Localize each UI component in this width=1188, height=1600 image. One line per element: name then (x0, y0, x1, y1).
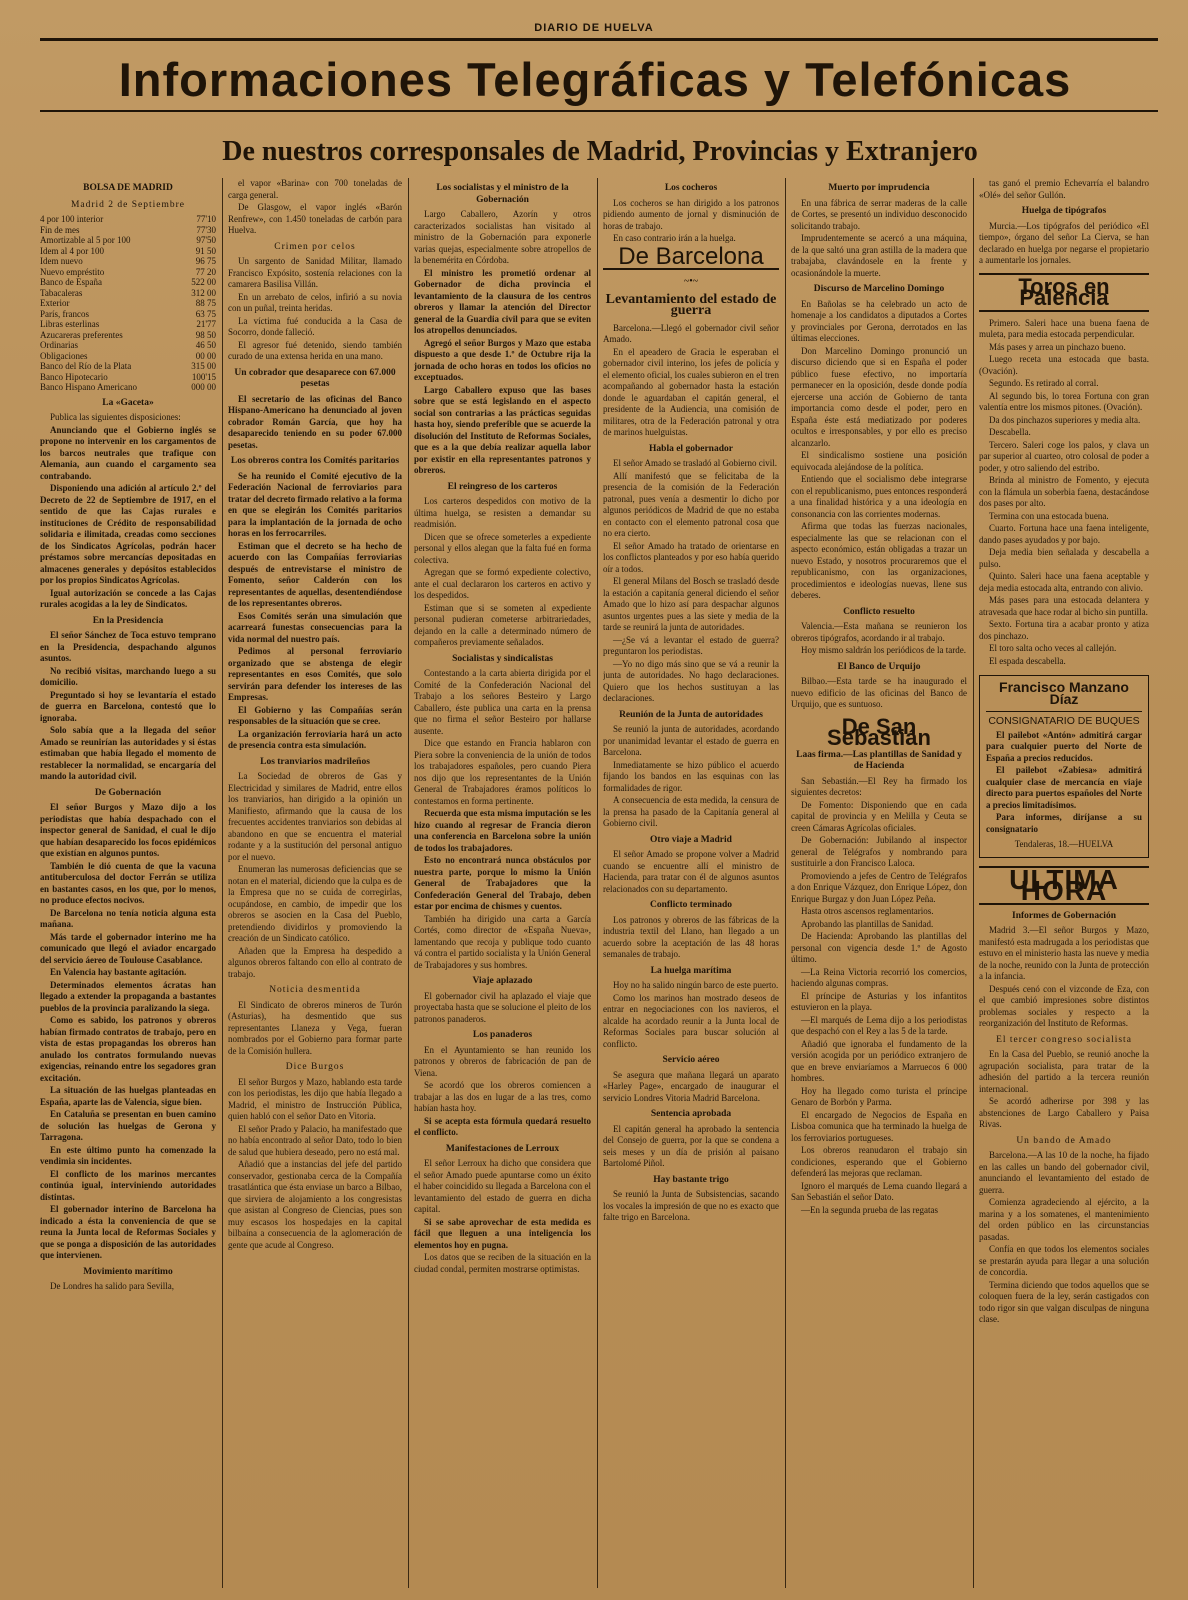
conflicto-text: Los patronos y obreros de las fábricas de la industria textil del Llano, han llegado a un acuerdo sobre la aceptación de las 48 horas semanales de trabajo. (603, 914, 779, 959)
tranviarios-text: Añaden que la Empresa ha despedido a algunos obreros faltando con ello al contrato de trabajo. (228, 945, 402, 979)
bando-text: Barcelona.—A las 10 de la noche, ha fijado en las calles un bando del gobernador civil, anunciando el levantamiento del estado de guerra. (979, 1150, 1149, 1195)
hablagob-text: Allí manifestó que se felicitaba de la presencia de la comisión de la Federación patronal, pues venía a desmentir lo dicho por algunos periódicos de Madrid de que no estaba en contacto con el elemento patronal cosa que no era cierto. (603, 470, 779, 538)
celos-title: Crimen por celos (274, 241, 356, 252)
gobernacion-text: En Cataluña se presentan en buen camino de solución las huelgas de Gerona y Tarragona. (40, 1109, 216, 1142)
bolsa-value: 97'50 (196, 235, 216, 245)
gaceta-text: Igual autorización se concede a las Cajas rurales acogidas a la ley de Sindicatos. (40, 587, 216, 609)
comites-text: La organización ferroviaria hará un acto de presencia contra esta simulación. (228, 728, 402, 750)
lerroux-title: Manifestaciones de Lerroux (445, 1143, 560, 1154)
bolsa-row (40, 309, 216, 320)
sindicalistas-title: Socialistas y sindicalistas (452, 653, 553, 664)
bolsa-label: Obligaciones (40, 350, 88, 361)
carteros-text: Los carteros despedidos con motivo de la última huelga, se resisten a demandar su readmisión. (414, 496, 591, 529)
cocheros-text: En caso contrario irán a la huelga. (613, 233, 736, 243)
huelgamar-text: Como los marinos han mostrado deseos de entrar en negociaciones con los navieros, el alcalde ha acordado reunir a la Junta local de Reformas Sociales para buscar solución al conflicto. (603, 992, 779, 1049)
barcelona-ornament: ~•~ (683, 276, 699, 287)
congreso-text: En la Casa del Pueblo, se reunió anoche la agrupación socialista, para tratar de la adhesión del partido a la tercera reunión internacional. (979, 1049, 1149, 1094)
firma-text: Los obreros reanudaron el trabajo sin condiciones, esperando que el Gobierno defenderá las mejoras que reclaman. (791, 1145, 967, 1178)
carteros-text: Dicen que se ofrece someterles a expediente personal y ellos alegan que la falta fué en forma colectiva. (414, 531, 591, 565)
bolsa-label: Banco de España (40, 277, 102, 287)
bolsa-label: Amortizable al 5 por 100 (40, 235, 131, 245)
bolsa-label: Banco Hipotecario (40, 371, 108, 382)
informes-text: Después cenó con el vizconde de Eza, con el que cambió impresiones sobre distintos problemas sociales y respecto a la reorganización del Instituto de Reformas. (979, 983, 1149, 1028)
bolsa-value: 522 00 (191, 277, 216, 287)
column-6 (979, 178, 1149, 1588)
cocheros-title: Los cocheros (664, 183, 718, 193)
otroviaje-text: El señor Amado se propone volver a Madrid cuando se encuentre allí el ministro de Hacienda, para tratar con él de algunos asuntos relacionados con su departamento. (603, 849, 779, 894)
muerto-title: Muerto por imprudencia (828, 183, 930, 193)
bolsa-label: 4 por 100 interior (40, 214, 104, 224)
bolsa-row (40, 267, 216, 278)
socialistas-text: Agregó el señor Burgos y Mazo que estaba dispuesto a que desde 1.º de Octubre rija la jornada de ocho horas en todos los oficios no exceptuados. (414, 337, 591, 382)
article-text: De Glasgow, el vapor inglés «Barón Renfrew», con 1.450 toneladas de carbón para Huelva. (228, 202, 402, 235)
bolsa-value: 88 75 (195, 298, 216, 308)
toros-text: Segundo. Es retirado al corral. (989, 378, 1099, 388)
lerroux-text: Si se sabe aprovechar de esta medida es fácil que lleguen a una inteligencia los elementos hoy en pugna. (414, 1216, 591, 1250)
junta-text: Inmediatamente se hizo público el acuerdo fijando los bandos en las esquinas con las formalidades de rigor. (603, 759, 779, 793)
toros-text: Cuarto. Fortuna hace una faena inteligente, dando pases ayudados y por bajo. (979, 523, 1149, 545)
aereo-text: Se asegura que mañana llegará un aparato «Harley Page», encargado de inaugurar el servicio Londres Vitoria Madrid Barcelona. (603, 1069, 779, 1103)
bolsa-value: 77'30 (196, 224, 216, 235)
bolsa-value: 312 00 (191, 287, 216, 298)
gaceta-text: Publica las siguientes disposiciones: (50, 412, 181, 422)
gaceta-text: Anunciando que el Gobierno inglés se propone no intervenir en los cargamentos de los barcos neutrales que trafique con Alemania, aun cuando el cargamento sea contrabando. (40, 424, 216, 481)
informes-title: Informes de Gobernación (1012, 910, 1116, 921)
bolsa-row (40, 256, 216, 267)
bolsa-row (40, 214, 216, 225)
ad-text: El pailebot «Zabiesa» admitirá cualquier clase de mercancía en viaje directo para puertos españoles del Norte a precios limitadísimos. (986, 765, 1142, 810)
sansebastian-title: De San Sebastián (827, 713, 931, 750)
bolsa-row (40, 298, 216, 309)
column-separator (222, 178, 223, 1588)
muerto-text: Imprudentemente se acercó a una máquina, de la que saltó una gran astilla de la madera que trabajaba, clavándosele en la frente y ocasionándole la muerte. (791, 233, 967, 278)
firma-text: Hasta otros ascensos reglamentarios. (801, 906, 934, 916)
top-rule (40, 38, 1158, 41)
socialistas-text: Largo Caballero expuso que las bases sobre que se está legislando en el aspecto social son contrarias a las prácticas seguidas hasta hoy, siendo preferible que se acuerde la disolución del Instituto de Reformas Sociales, que es a la que debía realizar aquella labor por existir en ella representantes patronos y obreros. (414, 384, 591, 475)
comites-text: Esos Comités serán una simulación que acarreará funestas consecuencias para la vida normal del nuestro país. (228, 610, 402, 644)
cobrador-title: Un cobrador que desaparece con 67.000 pesetas (234, 367, 396, 389)
firma-text: El encargado de Negocios de España en Lisboa comunica que ha terminado la huelga de los ferroviarios portugueses. (791, 1109, 967, 1143)
informes-text: Madrid 3.—El señor Burgos y Mazo, manifestó esta madrugada a los periodistas que estuvo en el ministerio hasta las nueve y media de la noche, reunido con la Junta de protección a la infancia. (979, 925, 1149, 981)
firma-text: Ignoro el marqués de Lema cuando llegará a San Sebastián el señor Dato. (791, 1180, 967, 1202)
firma-text: Promoviendo a jefes de Centro de Telégrafos a don Enrique Vázquez, don Enrique López, don Enrique Burgaz y don Juan López Peña. (791, 870, 967, 904)
toros-text: Luego receta una estocada que basta. (Ovación). (979, 354, 1149, 376)
bolsa-value: 46 50 (195, 340, 216, 350)
levantamiento-title: Levantamiento del estado de guerra (605, 291, 777, 318)
column-separator (597, 178, 598, 1588)
bolsa-row (40, 288, 216, 299)
panaderos-text: Se acordó que los obreros comiencen a trabajar a las dos en lugar de a las tres, como habían hasta hoy. (414, 1080, 591, 1113)
gobernacion-text: El señor Burgos y Mazo dijo a los periodistas que había despachado con el inspector general de Sanidad, el cual le dijo que habían desaparecido los focos epidémicos que existían en algunos puntos. (40, 802, 216, 858)
column-separator (785, 178, 786, 1588)
hablagob-text: —¿Se vá a levantar el estado de guerra? preguntaron los periodistas. (603, 634, 779, 656)
bolsa-value: 00 00 (195, 350, 216, 361)
bolsa-label: Tabacaleras (40, 287, 83, 298)
urquijo-text: Bilbao.—Esta tarde se ha inaugurado el nuevo edificio de las oficinas del Banco de Urquijo, que es suntuoso. (791, 676, 967, 709)
desmentida-title: Noticia desmentida (269, 985, 361, 995)
firma-title: Laas firma.—Las plantillas de Sanidad y de Hacienda (796, 749, 962, 771)
firma-text: Añadió que ignoraba el fundamento de la versión acogida por un periódico extranjero de que en breve enviaríamos a Marruecos 6 000 hombres. (791, 1038, 967, 1083)
column-1 (40, 178, 216, 1588)
toros-text: Termina con una estocada buena. (989, 510, 1109, 521)
domingo-text: En Bañolas se ha celebrado un acto de homenaje a los candidatos a diputados a Cortes y provinciales por Gerona, derrotados en las últimas elecciones. (791, 298, 967, 343)
firma-text: De Hacienda: Aprobando las plantillas del personal con vigencia desde 1.º de Agosto último. (791, 931, 967, 964)
presidencia-title: En la Presidencia (92, 615, 164, 626)
sindicalistas-text: Contestando a la carta abierta dirigida por el Comité de la Confederación Nacional del Trabajo a los señores Besteiro y Largo Caballero, éste publica una carta en la prensa que no firma el señor Besteiro por hallarse ausente. (414, 668, 591, 736)
masthead: DIARIO DE HUELVA (534, 22, 654, 34)
sentencia-text: El capitán general ha aprobado la sentencia del Consejo de guerra, por la que se condena a seis meses y un día de prisión al paisano Bartolomé Piñol. (603, 1123, 779, 1168)
levantamiento-text: En el apeadero de Gracia le esperaban el gobernador civil interino, los jefes de policía y el elemento oficial, los cuales subieron en el tren acompañando al gobernador hasta la estación donde le aguardaban el capitán general, el presidente de la Audiencia, una comisión de militares, otra de la Federación patronal y otra de marinos huelguistas. (603, 346, 779, 437)
carteros-text: Agregan que se formó expediente colectivo, ante el cual declararon los carteros en activo y los despedidos. (414, 567, 591, 600)
bolsa-label: Banco Hispano Americano (40, 382, 137, 392)
firma-text: —El marqués de Lema dijo a los periodistas que despachó con el Rey a las 5 de la tarde. (791, 1014, 967, 1036)
gaceta-text: Disponiendo una adición al artículo 2.º del Decreto de 22 de Septiembre de 1917, en el sentido de que las Cajas rurales e instituciones de Crédito de responsabilidad solidaria e ilimitada, creadas como secciones de los Sindicatos Agrícolas, podrán hacer préstamos sobre mercancías depositadas en almacenes generales y depósitos establecidos por los propios Sindicatos Agrícolas. (40, 483, 216, 585)
toros-text: Sexto. Fortuna tira a acabar pronto y atiza dos pinchazo. (979, 619, 1149, 641)
hablagob-text: El general Milans del Bosch se trasladó desde la estación a capitanía general diciendo el señor Amado que lo hizo así para despachar algunos asuntos urgentes pues a las siete y media de la tarde se reunirá la junta de autoridades. (603, 576, 779, 632)
toros-text: Primero. Saleri hace una buena faena de muleta, para media estocada perpendicular. (979, 317, 1149, 339)
bolsa-value: 77'10 (196, 214, 216, 224)
bolsa-value: 77 20 (195, 266, 216, 277)
panaderos-title: Los panaderos (472, 1030, 533, 1040)
ultima-hora-title: ULTIMA HORA (979, 866, 1149, 905)
column-2 (228, 178, 402, 1588)
headline-rule (40, 110, 1158, 112)
burgos-text: El señor Prado y Palacio, ha manifestado que no había encontrado al señor Dato, todo lo bien de salud que hubiera deseado, pero no está mal. (228, 1123, 402, 1157)
junta-text: A consecuencia de esta medida, la censura de la prensa ha pasado de la Capitanía general al Gobierno civil. (603, 795, 779, 828)
viaje-text: El gobernador civil ha aplazado el viaje que proyectaba hasta que se solucione el pleito de los patronos panaderos. (414, 990, 591, 1024)
cobrador-text: El secretario de las oficinas del Banco Hispano-Americano ha denunciado al joven cobrador Román García, que hoy ha desaparecido teniendo en su poder 67.000 pesetas. (228, 393, 402, 450)
advertisement (979, 675, 1149, 858)
firma-text: El príncipe de Asturias y los infantitos estuvieron en la playa. (791, 990, 967, 1012)
toros-text: Tercero. Saleri coge los palos, y clava un par superior al cuarteo, otro colosal de poder a poder, y otro saliendo del estribo. (979, 439, 1149, 473)
burgos-title: Dice Burgos (285, 1062, 345, 1072)
bolsa-label: Libras esterlinas (40, 319, 100, 329)
article-text: tas ganó el premio Echevarría el balandro «Olé» del señor Gullón. (979, 178, 1149, 200)
celos-text: El agresor fué detenido, siendo también curado de una extensa herida en una mano. (228, 339, 402, 361)
bolsa-value: 63 75 (195, 308, 216, 319)
bolsa-row (40, 382, 216, 393)
bolsa-row (40, 330, 216, 341)
hablagob-text: El señor Amado se trasladó al Gobierno civil. (613, 458, 777, 468)
bolsa-row (40, 340, 216, 351)
toros-text: Da dos pinchazos superiores y media alta. (989, 414, 1141, 425)
bolsa-label: Fin de mes (40, 224, 80, 235)
socialistas-text: Largo Caballero, Azorín y otros caracterizados socialistas han visitado al ministro de la Gobernación para exponerle varias quejas, especialmente sobre atropellos de la benemérita en Córdoba. (414, 209, 591, 265)
hablagob-text: El señor Amado ha tratado de orientarse en los conflictos planteados y por eso había querido oír a todos. (603, 540, 779, 574)
ad-role: CONSIGNATARIO DE BUQUES (986, 711, 1142, 728)
bando-text: Termina diciendo que todos aquellos que se coloquen fuera de la ley, serán castigados con todo rigor sin que valgan disculpas de ninguna clase. (979, 1279, 1149, 1324)
headline: Informaciones Telegráficas y Telefónicas (118, 53, 1072, 106)
bolsa-label: París, francos (40, 308, 89, 319)
bolsa-row (40, 351, 216, 362)
toros-text: Más pases para una estocada delantera y atravesada que hace rodar al bicho sin puntilla. (979, 595, 1149, 617)
lerroux-text: Los datos que se reciben de la situación en la ciudad condal, permiten mostrarse optimistas. (414, 1252, 591, 1274)
ad-text: Para informes, diríjanse a su consignatario (986, 812, 1142, 834)
gobernacion-text: El gobernador interino de Barcelona ha indicado a ésta la conveniencia de que se reuna la Junta local de Reformas Sociales y que se ponga a disposición de las autoridades que intervienen. (40, 1204, 216, 1260)
bando-title: Un bando de Amado (1016, 1135, 1112, 1146)
subhead: De nuestros corresponsales de Madrid, Provincias y Extranjero (222, 136, 978, 167)
domingo-text: Afirma que todas las fuerzas nacionales, especialmente las que se relacionan con el aspecto económico, están obligadas a trazar un nuevo Estado, y nosotros procuraremos que el republicanismo, con las organizaciones, procedimientos e ideologías nuevas, llene sus deberes. (791, 521, 967, 600)
column-separator (973, 178, 974, 1588)
bolsa-row (40, 372, 216, 383)
column-5 (791, 178, 967, 1588)
bolsa-table (40, 214, 216, 393)
bolsa-row (40, 277, 216, 288)
gobernacion-text: De Barcelona no tenía noticia alguna esta mañana. (40, 907, 216, 929)
presidencia-text: Preguntado si hoy se levantaría el estado de guerra en Barcelona, contestó que lo ignoraba. (40, 689, 216, 723)
comites-text: Pedimos al personal ferroviario organizado que se abstenga de elegir representantes en esos Comités, que solo servirán para defender los intereses de las Empresas. (228, 646, 402, 702)
bolsa-row (40, 235, 216, 246)
desmentida-text: El Sindicato de obreros mineros de Turón (Asturias), ha desmentido que sus representantes Llaneza y Vega, fueran nombrados por el Gobierno para formar parte de la Comisión hullera. (228, 999, 402, 1056)
bolsa-row (40, 246, 216, 257)
urquijo-title: El Banco de Urquijo (837, 661, 921, 672)
toros-text: Deja media bien señalada y descabella a pulso. (979, 547, 1149, 569)
panaderos-text: En el Ayuntamiento se han reunido los patronos y obreros de fabricación de pan de Viena. (414, 1044, 591, 1078)
firma-text: —La Reina Victoria recorrió los comercios, haciendo algunas compras. (791, 966, 967, 988)
toros-text: Más pases y arrea un pinchazo bueno. (989, 341, 1126, 352)
tranviarios-text: La Sociedad de obreros de Gas y Electricidad y similares de Madrid, entre ellos los tranviarios, han dirigido a la opinión un Manifiesto, afirmando que la causa de los frecuentes accidentes tranviarios son debidas al abandono en que se encuentra el material rodante y a la sustitución del personal antiguo por el nuevo. (228, 771, 402, 862)
conflicto-title: Conflicto terminado (649, 900, 733, 910)
celos-text: Un sargento de Sanidad Militar, llamado Francisco Expósito, sostenía relaciones con la camarera Basilisa Villán. (228, 256, 402, 289)
firma-text: De Fomento: Disponiendo que en cada capital de provincia y en Melilla y Ceuta se creen Cámaras Agrícolas oficiales. (791, 799, 967, 833)
domingo-text: El sindicalismo sostiene una posición equivocada alejándose de la política. (791, 450, 967, 472)
ad-text: El pailebot «Antón» admitirá cargar para cualquier puerto del Norte de España a precios reducidos. (986, 729, 1142, 763)
presidencia-text: Solo sabía que a la llegada del señor Amado se reunirían las autoridades y si éstas estimaban que había llegado el momento de restablecer la normalidad, se encargaría del mando la autoridad civil. (40, 725, 216, 781)
congreso-title: El tercer congreso socialista (996, 1034, 1132, 1045)
firma-text: —En la segunda prueba de las regatas (801, 1204, 938, 1215)
bolsa-row (40, 361, 216, 372)
firma-text: De Gobernación: Jubilando al inspector general de Telégrafos y nombrando para sustituirle a don Francisco Laloca. (791, 835, 967, 868)
huelgamar-text: Hoy no ha salido ningún barco de este puerto. (613, 980, 779, 990)
domingo-title: Discurso de Marcelino Domingo (813, 284, 945, 294)
gobernacion-text: El conflicto de los marinos mercantes continúa igual, interviniendo autoridades distintas. (40, 1168, 216, 1202)
bolsa-title: BOLSA DE MADRID (83, 183, 173, 193)
bolsa-label: Idem al 4 por 100 (40, 245, 104, 256)
bolsa-row (40, 225, 216, 236)
cocheros-text: Los cocheros se han dirigido a los patronos pidiendo aumento de jornal y disminución de horas de trabajo. (603, 197, 779, 231)
panaderos-text: Si se acepta esta fórmula quedará resuelto el conflicto. (414, 1115, 591, 1137)
lerroux-text: El señor Lerroux ha dicho que considera que el señor Amado puede apuntarse como un éxito el haber coincidido su llegada a Barcelona con el levantamiento del estado de guerra en dicha capital. (414, 1158, 591, 1214)
comites-text: Estiman que el decreto se ha hecho de acuerdo con las Compañías ferroviarias después de entrevistarse el ministro de Fomento, señor Calderón con los representantes de aquellas, desentendiéndose de los representantes obreros. (228, 540, 402, 608)
viaje-title: Viaje aplazado (472, 976, 533, 986)
bolsa-row (40, 319, 216, 330)
muerto-text: En una fábrica de serrar maderas de la calle de Cortes, se presentó un individuo desconocido solicitando trabajo. (791, 197, 967, 231)
gobernacion-text: La situación de las huelgas planteadas en España, aparte las de Valencia, sigue bien. (40, 1085, 216, 1107)
article-text: el vapor «Barina» con 700 toneladas de carga general. (228, 178, 402, 200)
comites-text: Se ha reunido el Comité ejecutivo de la Federación Nacional de ferroviarios para tratar del decreto firmado relativo a la forma en que se elegirán los Comités paritarios para la implantación de la jornada de ocho horas en los ferrocarriles. (228, 470, 402, 538)
bolsa-label: Nuevo empréstito (40, 266, 105, 277)
resuelto-text: Hoy mismo saldrán los periódicos de la tarde. (801, 645, 966, 655)
burgos-text: Añadió que a instancias del jefe del partido conservador, gestionaba cerca de la Compañía trasatlántica que ésta enviase un barco a Bilbao, que sirviera de alojamiento a los congresistas que asistan al Congreso de Ciencias, pues son muy escasos los hospedajes en la capital bilbaína a consecuencia de la aglomeración de gente que acude al Congreso. (228, 1159, 402, 1250)
bando-text: Confía en que todos los elementos sociales se prestarán ayuda para llegar a una solución de concordia. (979, 1244, 1149, 1277)
toros-text: Descabella. (989, 427, 1031, 437)
column-3 (414, 178, 591, 1588)
trigo-title: Hay bastante trigo (653, 1174, 729, 1185)
bolsa-label: Exterior (40, 298, 70, 308)
bolsa-value: 000 00 (191, 382, 216, 392)
gobernacion-text: En Valencia hay bastante agitación. (50, 967, 187, 977)
comites-text: El Gobierno y las Compañías serán responsables de la situación que se cree. (228, 704, 402, 726)
sindicalistas-text: Dice que estando en Francia hablaron con Piera sobre la conveniencia de la unión de todos los trabajadores españoles, pero cuando Piera nos dijo que los representantes de la Unión General de Trabajadores éramos políticos lo contestamos en forma pertinente. (414, 738, 591, 806)
tipografos-title: Huelga de tipógrafos (1021, 206, 1107, 216)
column-separator (408, 178, 409, 1588)
burgos-text: El señor Burgos y Mazo, hablando esta tarde con los periodistas, les dijo que había llegado a Madrid, el ministro de Instrucción Pública, quien habló con el señor Dato en Vitoria. (228, 1076, 402, 1121)
gobernacion-text: Más tarde el gobernador interino me ha comunicado que llegó el aviador encargado del servicio áereo de Toulouse Casablance. (40, 931, 216, 965)
maritimo-title: Movimiento marítimo (83, 1266, 173, 1277)
hablagob-title: Habla el gobernador (649, 443, 733, 454)
toros-text: El espada descabella. (989, 655, 1066, 666)
presidencia-text: El señor Sánchez de Toca estuvo temprano en la Presidencia, despachando algunos asuntos. (40, 630, 216, 663)
bolsa-value: 100'15 (191, 371, 216, 382)
carteros-title: El reingreso de los carteros (447, 481, 558, 492)
firma-text: Hoy ha llegado como turista el príncipe Genaro de Borbón y Parma. (791, 1085, 967, 1107)
carteros-text: Estiman que si se someten al expediente personal pudieran cometerse arbitrariedades, dejando en la calle a determinado número de compañeros previamente señalados. (414, 602, 591, 647)
ad-name: Francisco Manzano Díaz (999, 679, 1129, 707)
bolsa-value: 98 50 (195, 329, 216, 340)
toros-text: Brinda al ministro de Fomento, y ejecuta con la flámula un soberbia faena, destacándose dos pases por alto. (979, 475, 1149, 508)
bando-text: Comienza agradeciendo al ejército, a la marina y a los somatenes, el mantenimiento del orden público en las circunstancias pasadas. (979, 1197, 1149, 1242)
sindicalistas-text: También ha dirigido una carta a García Cortés, como director de «España Nueva», lamentando que recoja y publique todo cuanto vá contra el partido socialista y la Unión General de Trabajadores y sus hombres. (414, 913, 591, 970)
gobernacion-text: Determinados elementos ácratas han llegado a extender la propaganda a bastantes pueblos de la provincia paralizando la siega. (40, 979, 216, 1013)
trigo-text: Se reunió la Junta de Subsistencias, sacando los vocales la impresión de que no es exacto que falte trigo en Barcelona. (603, 1189, 779, 1222)
celos-text: La víctima fué conducida a la Casa de Socorro, donde falleció. (228, 315, 402, 337)
junta-title: Reunión de la Junta de autoridades (619, 709, 763, 720)
otroviaje-title: Otro viaje a Madrid (650, 834, 732, 845)
bolsa-label: Banco del Río de la Plata (40, 361, 132, 371)
bolsa-label: Ordinarias (40, 340, 78, 350)
hablagob-text: —Yo no digo más sino que se vá a reunir la junta de autoridades. No hago declaraciones. Quiero que los hechos sustituyan a las declaraciones. (603, 658, 779, 703)
toros-text: Al segundo bis, lo torea Fortuna con gran valentía entre los mismos pitones. (Ovación). (979, 390, 1149, 412)
firma-text: Aprobando las plantillas de Sanidad. (801, 918, 934, 929)
maritimo-text: De Londres ha salido para Sevilla, (50, 1281, 174, 1291)
celos-text: En un arrebato de celos, infirió a su novia con un puñal, treinta heridas. (228, 291, 402, 313)
junta-text: Se reunió la junta de autoridades, acordando por unanimidad levantar el estado de guerra en Barcelona. (603, 724, 779, 757)
ad-address: Tendaleras, 18.—HUELVA (1014, 839, 1114, 849)
sindicalistas-text: Esto no encontrará nunca obstáculos por nuestra parte, porque lo mismo la Unión General de Trabajadores que la Confederación General del Trabajo, deben estar por encima de chismes y cuentos. (414, 855, 591, 911)
presidencia-text: No recibió visitas, marchando luego a su domicilio. (40, 665, 216, 687)
comites-title: Los obreros contra los Comités paritarios (230, 456, 400, 466)
toros-text: El toro salta ocho veces al callejón. (989, 643, 1117, 653)
congreso-text: Se acordó adherirse por 398 y las abstenciones de Largo Caballero y Paisa Rivas. (979, 1096, 1149, 1129)
tranviarios-title: Los tranviarios madrileños (260, 756, 370, 767)
toros-text: Quinto. Saleri hace una faena aceptable y deja media estocada alta, entrando con alivio. (979, 571, 1149, 593)
levantamiento-text: Barcelona.—Llegó el gobernador civil señor Amado. (603, 322, 779, 344)
sentencia-title: Sentencia aprobada (650, 1109, 732, 1119)
gobernacion-title: De Gobernación (94, 787, 162, 798)
tipografos-text: Murcia.—Los tipógrafos del periódico «El tiempo», órgano del señor La Cierva, se han declarado en huelga por negarse el propietario a aumentarle los jornales. (979, 220, 1149, 265)
gobernacion-text: Como es sabido, los patronos y obreros habían firmado contratos de trabajo, pero en vista de estas propagandas los obreros han anulado los contratos formulando nuevas exigencias, reinando entre los segadores gran excitación. (40, 1015, 216, 1083)
domingo-text: Entiendo que el socialismo debe integrarse con el republicanismo, pues entonces responderá a una finalidad histórica y a una ideología en consonancia con las corrientes modernas. (791, 474, 967, 519)
domingo-text: Don Marcelino Domingo pronunció un discurso diciendo que si en España el poder público fuese efectivo, no importaría permanecer en la oposición, desde donde podía ejercerse una acción de Gobierno de tanta importancia como desde el poder, pero en España éste está mediatizado por poderes ocultos e irresponsables, y por ello es preciso alcanzarlo. (791, 345, 967, 448)
tranviarios-text: Enumeran las numerosas deficiencias que se notan en el material, diciendo que la culpa es de la Empresa que no se cuida de corregirlas, ocupándose, en cambio, de impedir que los obreros se asocien en la Casa del Pueblo, pretendiendo dividirlos y promoviendo la creación de un Sindicato católico. (228, 864, 402, 943)
resuelto-title: Conflicto resuelto (843, 606, 915, 617)
barcelona-title: De Barcelona (603, 251, 779, 271)
resuelto-text: Valencia.—Esta mañana se reunieron los obreros tipógrafos, acordando ir al trabajo. (791, 621, 967, 643)
sindicalistas-text: Recuerda que esta misma imputación se les hizo cuando al regresar de Francia dieron una conferencia en Barcelona sobre la unión de todos los trabajadores. (414, 808, 591, 853)
bolsa-label: Idem nuevo (40, 256, 83, 266)
aereo-title: Servicio aéreo (662, 1055, 720, 1065)
toros-title: Toros en Palencia (979, 273, 1149, 312)
bolsa-date: Madrid 2 de Septiembre (70, 199, 186, 210)
bolsa-value: 21'77 (196, 319, 216, 329)
bolsa-value: 315 00 (191, 361, 216, 371)
gobernacion-text: También le dió cuenta de que la vacuna antituberculosa del doctor Ferrán se utiliza en bastantes casos, en los que, por lo menos, no produce efectos nocivos. (40, 860, 216, 905)
bolsa-value: 96 75 (195, 256, 216, 266)
huelgamar-title: La huelga marítima (650, 965, 732, 976)
socialistas-text: El ministro les prometió ordenar al Gobernador de dicha provincia el levantamiento de la clausura de los centros obreros y llamar la atención del Director general de la Guardia civil para que se eviten los atropellos denunciados. (414, 267, 591, 335)
bolsa-value: 91 50 (195, 245, 216, 256)
gobernacion-text: En este último punto ha comenzado la vendimia sin incidentes. (40, 1144, 216, 1166)
gaceta-title: La «Gaceta» (102, 397, 154, 408)
socialistas-title: Los socialistas y el ministro de la Gobernación (436, 183, 569, 205)
firma-text: San Sebastián.—El Rey ha firmado los siguientes decretos: (791, 775, 967, 797)
bolsa-label: Azucareras preferentes (40, 329, 123, 340)
column-4 (603, 178, 779, 1588)
